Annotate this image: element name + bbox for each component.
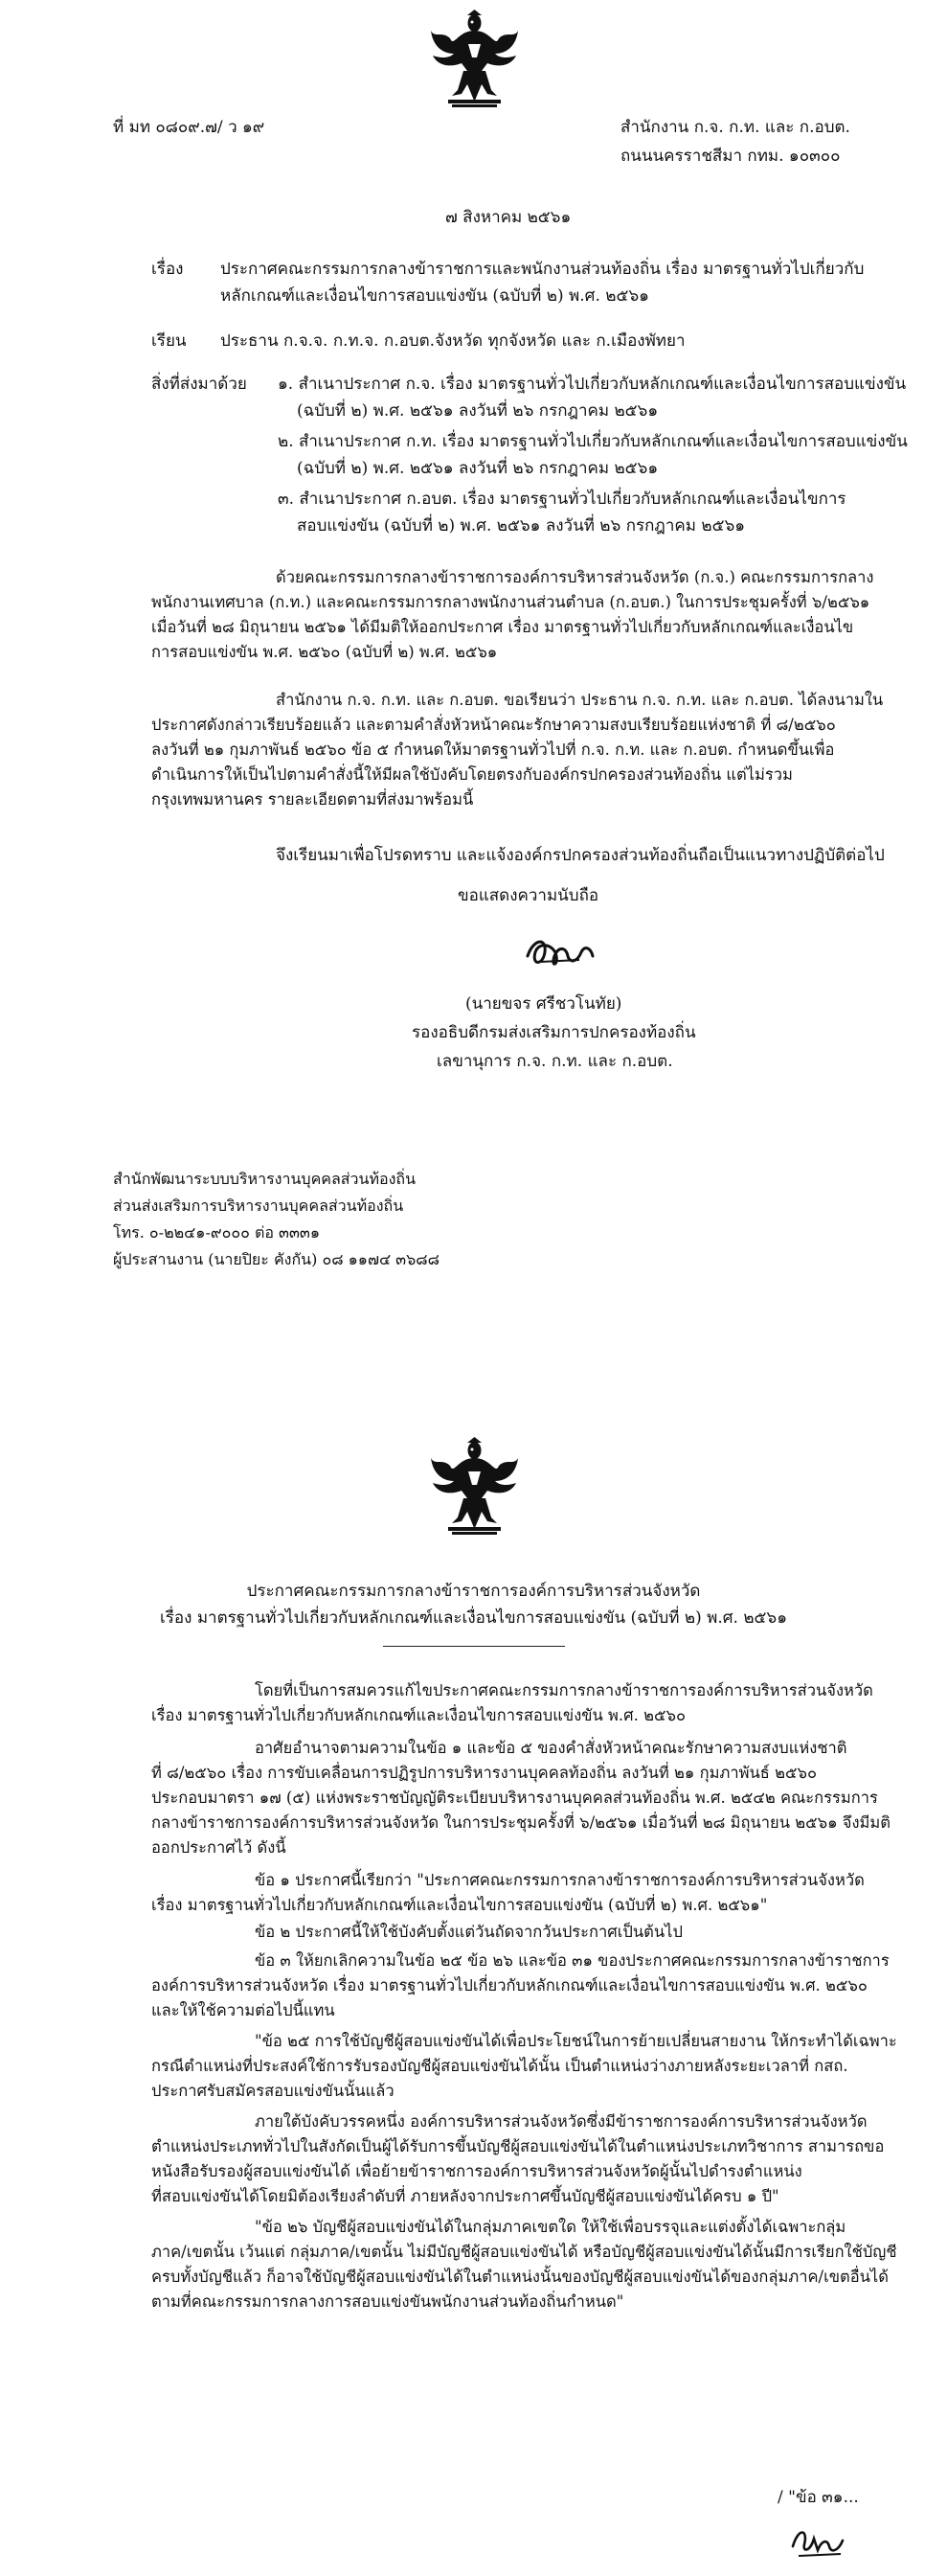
recipient-text: ประธาน ก.จ.จ. ก.ท.จ. ก.อบต.จังหวัด ทุกจังหวัด และ ก.เมืองพัทยา [220,331,686,351]
paragraph-line: สำนักงาน ก.จ. ก.ท. และ ก.อบต. ขอเรียนว่า ประธาน ก.จ. ก.ท. และ ก.อบต. ได้ลงนามใน [276,691,884,709]
paragraph-line: ลงวันที่ ๒๑ กุมภาพันธ์ ๒๕๖๐ ข้อ ๕ กำหนดให้มาตรฐานทั่วไปที่ ก.จ. ก.ท. และ ก.อบต. กำหนดขึ้นเพื่อ [151,741,835,759]
announcement-paragraph [151,1868,917,1918]
regards-text: ขอแสดงความนับถือ [458,886,599,905]
signer-name: (นายขจร ศรีชวโนทัย) [465,994,622,1014]
paragraph-line: ที่ ๘/๒๕๖๐ เรื่อง การขับเคลื่อนการปฏิรูปการบริหารงานบุคคลท้องถิ่น ลงวันที่ ๒๑ กุมภาพันธ์ ๒๕๖๐ [151,1764,818,1782]
body-paragraph [151,565,908,665]
reference-number: ที่ มท ๐๘๐๙.๗/ ว ๑๙ [113,118,265,137]
enclosure-item: สอบแข่งขัน (ฉบับที่ ๒) พ.ศ. ๒๕๖๑ ลงวันที่ ๒๖ กรกฎาคม ๒๕๖๑ [297,516,746,536]
handwritten-initials-icon [785,2518,852,2564]
paragraph-line: ข้อ ๑ ประกาศนี้เรียกว่า "ประกาศคณะกรรมการกลางข้าราชการองค์การบริหารส่วนจังหวัด [255,1871,865,1889]
footer-phone: โทร. ๐-๒๒๔๑-๙๐๐๐ ต่อ ๓๓๓๑ [113,1223,320,1242]
title-divider [383,1646,565,1647]
paragraph-line: และให้ใช้ความต่อไปนี้แทน [151,2001,335,2019]
letter-date: ๗ สิงหาคม ๒๕๖๑ [445,208,572,227]
recipient-label: เรียน [151,331,187,351]
enclosure-item: ๓. สำเนาประกาศ ก.อบต. เรื่อง มาตรฐานทั่วไปเกี่ยวกับหลักเกณฑ์และเงื่อนไขการ [278,490,846,509]
paragraph-line: โดยที่เป็นการสมควรแก้ไขประกาศคณะกรรมการกลางข้าราชการองค์การบริหารส่วนจังหวัด [255,1681,873,1699]
announcement-title: ประกาศคณะกรรมการกลางข้าราชการองค์การบริหารส่วนจังหวัด [246,1582,701,1601]
paragraph-line: พนักงานเทศบาล (ก.ท.) และคณะกรรมการกลางพนักงานส่วนตำบล (ก.อบต.) ในการประชุมครั้งที่ ๖/๒๕๖๑ [151,593,870,611]
paragraph-line: การสอบแข่งขัน พ.ศ. ๒๕๖๐ (ฉบับที่ ๒) พ.ศ. ๒๕๖๑ [151,643,498,661]
paragraph-line: กรณีตำแหน่งที่ประสงค์ใช้การรับรองบัญชีผู้สอบแข่งขันได้นั้น เป็นตำแหน่งว่างภายหลังระยะเวลาที่ กสถ. [151,2057,848,2075]
paragraph-line: หนังสือรับรองผู้สอบแข่งขันได้ เพื่อย้ายข้าราชการองค์การบริหารส่วนจังหวัดผู้นั้นไปดำรงตำแหน่ง [151,2162,802,2180]
paragraph-line: ดำเนินการให้เป็นไปตามคำสั่งนี้ให้มีผลใช้บังคับโดยตรงกับองค์กรปกครองส่วนท้องถิ่น แต่ไม่รวม [151,765,793,784]
announcement-paragraph [151,2029,917,2104]
paragraph-line: ออกประกาศไว้ ดังนี้ [151,1838,286,1857]
enclosure-item: (ฉบับที่ ๒) พ.ศ. ๒๕๖๑ ลงวันที่ ๒๖ กรกฎาคม ๒๕๖๑ [297,401,659,421]
agency-address-line: สำนักงาน ก.จ. ก.ท. และ ก.อบต. [620,118,850,137]
enclosure-item: ๒. สำเนาประกาศ ก.ท. เรื่อง มาตรฐานทั่วไปเกี่ยวกับหลักเกณฑ์และเงื่อนไขการสอบแข่งขัน [278,432,908,451]
paragraph-line: ประกาศรับสมัครสอบแข่งขันนั้นแล้ว [151,2082,395,2100]
continuation-marker: / "ข้อ ๓๑... [778,2488,859,2507]
paragraph-line: ตำแหน่งประเภททั่วไปในสังกัดเป็นผู้ได้รับการขึ้นบัญชีผู้สอบแข่งขันได้ในตำแหน่งประเภทวิชาการ สามารถขอ [151,2137,885,2155]
signer-position: เลขานุการ ก.จ. ก.ท. และ ก.อบต. [437,1052,673,1071]
garuda-emblem-icon [429,1437,520,1538]
subject-line: หลักเกณฑ์และเงื่อนไขการสอบแข่งขัน (ฉบับที่ ๒) พ.ศ. ๒๕๖๑ [220,286,649,306]
enclosures-label: สิ่งที่ส่งมาด้วย [151,375,247,394]
subject-line: ประกาศคณะกรรมการกลางข้าราชการและพนักงานส่วนท้องถิ่น เรื่อง มาตรฐานทั่วไปเกี่ยวกับ [220,260,865,279]
paragraph-line: ที่สอบแข่งขันได้โดยมิต้องเรียงลำดับที่ ภายหลังจากประกาศขึ้นบัญชีผู้สอบแข่งขันได้ครบ ๑ ปี" [151,2187,779,2205]
paragraph-line: ตามที่คณะกรรมการกลางการสอบแข่งขันพนักงานส่วนท้องถิ่นกำหนด" [151,2292,624,2311]
paragraph-line: กลางข้าราชการองค์การบริหารส่วนจังหวัด ในการประชุมครั้งที่ ๖/๒๕๖๑ เมื่อวันที่ ๒๘ มิถุนายน ๒๕๖๑ จึงมีมติ [151,1813,891,1832]
paragraph-line: เมื่อวันที่ ๒๘ มิถุนายน ๒๕๖๑ ได้มีมติให้ออกประกาศ เรื่อง มาตรฐานทั่วไปเกี่ยวกับหลักเกณฑ์และเงื่อนไข [151,618,854,636]
paragraph-line: เรื่อง มาตรฐานทั่วไปเกี่ยวกับหลักเกณฑ์และเงื่อนไขการสอบแข่งขัน (ฉบับที่ ๒) พ.ศ. ๒๕๖๑" [151,1896,768,1914]
closing-request: จึงเรียนมาเพื่อโปรดทราบ และแจ้งองค์กรปกครองส่วนท้องถิ่นถือเป็นแนวทางปฏิบัติต่อไป [276,846,885,865]
enclosure-item: ๑. สำเนาประกาศ ก.จ. เรื่อง มาตรฐานทั่วไปเกี่ยวกับหลักเกณฑ์และเงื่อนไขการสอบแข่งขัน [278,375,907,394]
paragraph-line: กรุงเทพมหานคร รายละเอียดตามที่ส่งมาพร้อมนี้ [151,790,474,809]
announcement-paragraph [151,1678,917,1728]
signer-position: รองอธิบดีกรมส่งเสริมการปกครองท้องถิ่น [412,1023,696,1042]
announcement-subtitle: เรื่อง มาตรฐานทั่วไปเกี่ยวกับหลักเกณฑ์และเงื่อนไขการสอบแข่งขัน (ฉบับที่ ๒) พ.ศ. ๒๕๖๑ [159,1608,787,1628]
announcement-paragraph [151,1736,917,1860]
paragraph-line: ด้วยคณะกรรมการกลางข้าราชการองค์การบริหารส่วนจังหวัด (ก.จ.) คณะกรรมการกลาง [276,568,874,586]
paragraph-line: อาศัยอำนาจตามความในข้อ ๑ และข้อ ๕ ของคำสั่งหัวหน้าคณะรักษาความสงบแห่งชาติ [255,1739,847,1757]
paragraph-line: "ข้อ ๒๖ บัญชีผู้สอบแข่งขันได้ในกลุ่มภาคเขตใด ให้ใช้เพื่อบรรจุและแต่งตั้งได้เฉพาะกลุ่ม [255,2218,846,2236]
paragraph-line: ข้อ ๓ ให้ยกเลิกความในข้อ ๒๕ ข้อ ๒๖ และข้อ ๓๑ ของประกาศคณะกรรมการกลางข้าราชการ [255,1951,890,1970]
paragraph-line: ภายใต้บังคับวรรคหนึ่ง องค์การบริหารส่วนจังหวัดซึ่งมีข้าราชการองค์การบริหารส่วนจังหวัด [255,2112,868,2131]
garuda-emblem-icon [429,10,520,110]
footer-office: สำนักพัฒนาระบบบริหารงานบุคคลส่วนท้องถิ่น [113,1170,417,1188]
body-paragraph [151,688,908,812]
announcement-paragraph [151,1949,917,2023]
footer-coordinator: ผู้ประสานงาน (นายปิยะ คังกัน) ๐๘ ๑๑๗๔ ๓๖๘๘ [113,1250,440,1268]
enclosure-item: (ฉบับที่ ๒) พ.ศ. ๒๕๖๑ ลงวันที่ ๒๖ กรกฎาคม ๒๕๖๑ [297,459,659,478]
agency-address-line: ถนนนครราชสีมา กทม. ๑๐๓๐๐ [620,147,841,166]
subject-label: เรื่อง [151,260,184,279]
announcement-paragraph [151,2215,917,2314]
paragraph-line: องค์การบริหารส่วนจังหวัด เรื่อง มาตรฐานทั่วไปเกี่ยวกับหลักเกณฑ์และเงื่อนไขการสอบแข่งขัน พ.ศ. ๒๕๖๐ [151,1976,868,1995]
paragraph-line: ข้อ ๒ ประกาศนี้ให้ใช้บังคับตั้งแต่วันถัดจากวันประกาศเป็นต้นไป [255,1923,683,1941]
paragraph-line: ประกอบมาตรา ๑๗ (๕) แห่งพระราชบัญญัติระเบียบบริหารงานบุคคลส่วนท้องถิ่น พ.ศ. ๒๕๔๒ คณะกรรมการ [151,1789,878,1807]
footer-office: ส่วนส่งเสริมการบริหารงานบุคคลส่วนท้องถิ่น [113,1197,404,1215]
handwritten-signature-icon [522,927,598,975]
paragraph-line: เรื่อง มาตรฐานทั่วไปเกี่ยวกับหลักเกณฑ์และเงื่อนไขการสอบแข่งขัน พ.ศ. ๒๕๖๐ [151,1706,687,1724]
paragraph-line: ภาค/เขตนั้น เว้นแต่ กลุ่มภาค/เขตนั้น ไม่มีบัญชีผู้สอบแข่งขันได้ หรือบัญชีผู้สอบแข่งขันได้นั้นมีการเรียกใช้บัญชี [151,2243,897,2261]
paragraph-line: ครบทั้งบัญชีแล้ว ก็อาจใช้บัญชีผู้สอบแข่งขันได้ในตำแหน่งนั้นของบัญชีผู้สอบแข่งขันได้ของกลุ่มภาค/เขตอื่นได้ [151,2268,889,2286]
paragraph-line: "ข้อ ๒๕ การใช้บัญชีผู้สอบแข่งขันได้เพื่อประโยชน์ในการย้ายเปลี่ยนสายงาน ให้กระทำได้เฉพาะ [255,2032,897,2050]
announcement-paragraph [151,1920,917,1945]
paragraph-line: ประกาศดังกล่าวเรียบร้อยแล้ว และตามคำสั่งหัวหน้าคณะรักษาความสงบเรียบร้อยแห่งชาติ ที่ ๘/๒๕๖๐ [151,716,836,734]
announcement-paragraph [151,2109,917,2209]
